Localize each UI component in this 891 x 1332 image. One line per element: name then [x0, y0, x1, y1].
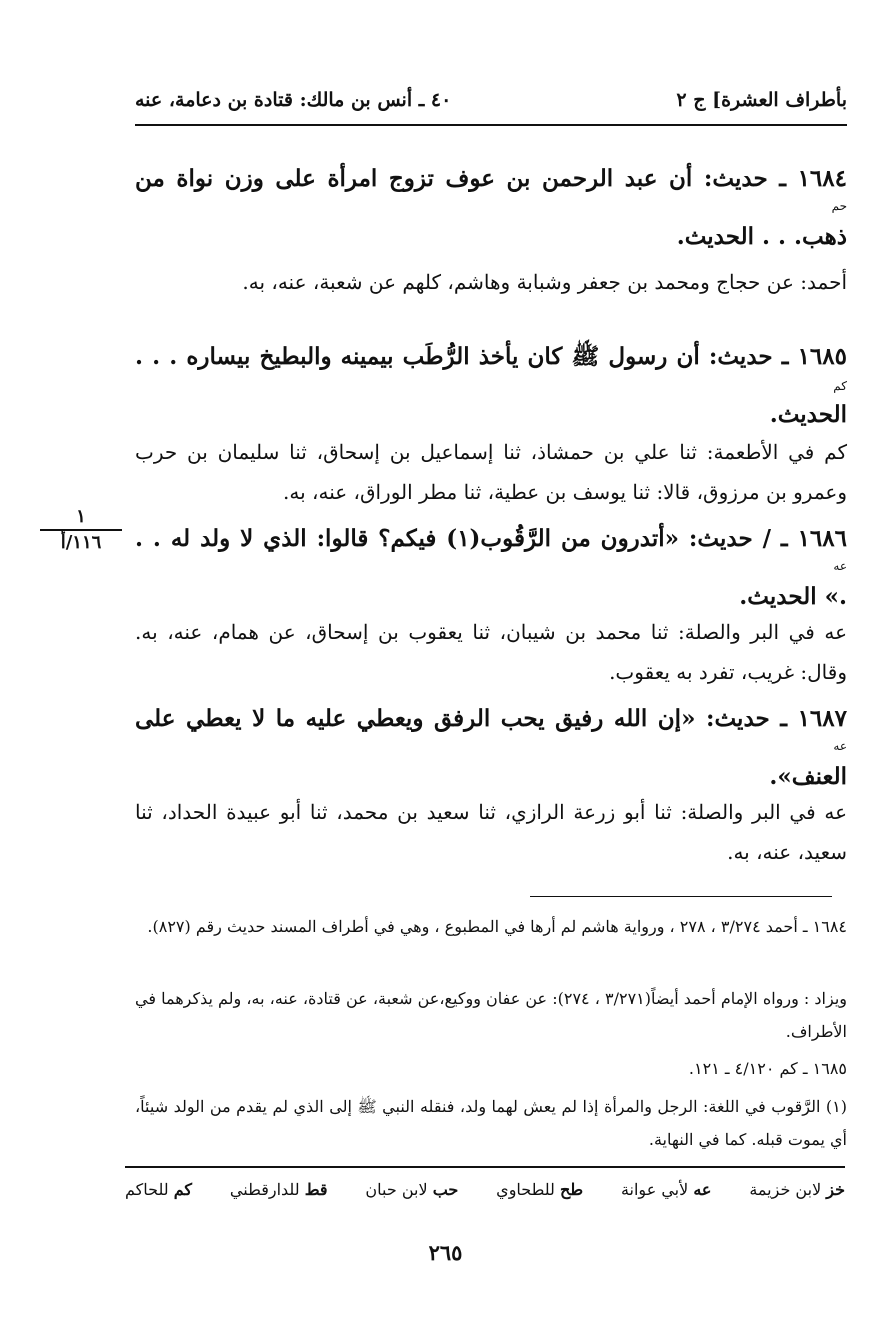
- hadith-source: عه في البر والصلة: ثنا أبو زرعة الرازي، ثنا سعيد بن محمد، ثنا أبو عبيدة الحداد، ثنا سعيد، عنه، به.: [135, 800, 847, 864]
- header-divider: [135, 124, 847, 126]
- hadith-sigla: عه: [833, 739, 847, 753]
- footnote: (١) الرَّقوب في اللغة: الرجل والمرأة إذا لم يعش لهما ولد، فنقله النبي ﷺ إلى الذي لم يقدم من الولد شيئاً، أي يموت قبله. كما في النهاية.: [135, 1097, 847, 1149]
- hadith-source: أحمد: عن حجاج ومحمد بن جعفر وشبابة وهاشم، كلهم عن شعبة، عنه، به.: [242, 270, 847, 294]
- hadith-text: ـ / حديث: «أتدرون من الرَّقُوب(١) فيكم؟ قالوا: الذي لا ولد له . . .» الحديث.: [135, 525, 847, 610]
- hadith-entry: [135, 328, 847, 444]
- folio-ref-bottom: ١١٦/أ: [40, 529, 122, 555]
- legend-item: قط للدارقطني: [229, 1180, 328, 1199]
- footnote-divider: [530, 896, 832, 897]
- page-number: ٢٦٥: [428, 1240, 463, 1265]
- hadith-number: ١٦٨٥: [797, 343, 847, 370]
- hadith-entry: [135, 690, 847, 806]
- manuscript-folio-ref: [40, 505, 122, 555]
- hadith-entry: [135, 510, 847, 626]
- legend-item: حب لابن حبان: [365, 1180, 459, 1199]
- folio-ref-top: ١: [76, 506, 86, 527]
- header-chapter-title: ٤٠ ـ أنس بن مالك: قتادة بن دعامة، عنه: [135, 89, 452, 111]
- footnote: ١٦٨٤ ـ أحمد ٣/٢٧٤ ، ٢٧٨ ، ورواية هاشم لم أرها في المطبوع ، وهي في أطراف المسند حديث رقم (٨٢٧).: [147, 917, 847, 936]
- running-header: [135, 80, 847, 120]
- legend-item: خز لابن خزيمة: [749, 1180, 845, 1199]
- header-volume-title: بأطراف العشرة] ج ٢: [676, 89, 847, 111]
- abbreviation-legend: [125, 1180, 845, 1199]
- hadith-text: ـ حديث: «إن الله رفيق يحب الرفق ويعطي عليه ما لا يعطي على العنف».: [135, 705, 847, 790]
- hadith-source: عه في البر والصلة: ثنا محمد بن شيبان، ثنا يعقوب بن إسحاق، عن همام، عنه، به. وقال: غريب، تفرد به يعقوب.: [135, 620, 847, 684]
- hadith-sigla: عه: [833, 559, 847, 573]
- hadith-sigla: كم: [833, 379, 847, 393]
- hadith-text: ـ حديث: أن عبد الرحمن بن عوف تزوج امرأة على وزن نواة من ذهب. . . الحديث.: [135, 165, 847, 250]
- hadith-entry: [135, 150, 847, 266]
- legend-item: كم للحاكم: [125, 1180, 193, 1199]
- hadith-number: ١٦٨٧: [797, 705, 847, 732]
- legend-item: طح للطحاوي: [496, 1180, 584, 1199]
- footnote: ويزاد : ورواه الإمام أحمد أيضاً(٣/٢٧١ ، ٢٧٤): عن عفان ووكيع،عن شعبة، عن قتادة، عنه، به، ولم يذكرهما في الأطراف.: [135, 989, 848, 1041]
- hadith-number: ١٦٨٤: [797, 165, 847, 192]
- hadith-sigla: حم: [831, 199, 847, 213]
- hadith-number: ١٦٨٦: [797, 525, 847, 552]
- legend-item: عه لأبي عوانة: [620, 1180, 712, 1199]
- hadith-text: ـ حديث: أن رسول ﷺ كان يأخذ الرُّطَب بيمينه والبطيخ بيساره . . . الحديث.: [135, 343, 847, 428]
- legend-divider: [125, 1166, 845, 1168]
- footnote: ١٦٨٥ ـ كم ٤/١٢٠ ـ ١٢١.: [688, 1059, 847, 1078]
- hadith-source: كم في الأطعمة: ثنا علي بن حمشاذ، ثنا إسماعيل بن إسحاق، ثنا سليمان بن حرب وعمرو بن مرزوق، قالا: ثنا يوسف بن عطية، ثنا مطر الوراق، عنه، به.: [135, 440, 847, 504]
